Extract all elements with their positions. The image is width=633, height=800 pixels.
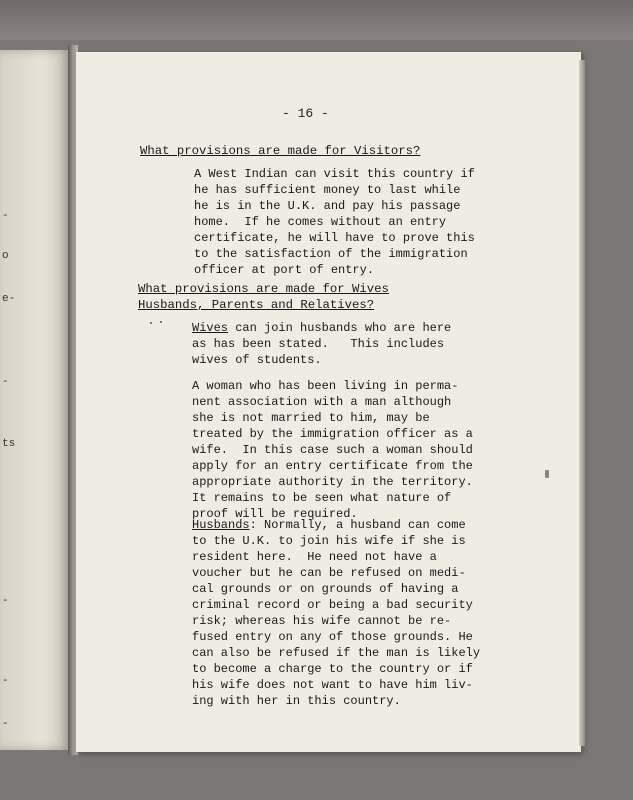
text-fragment: : Normally, a husband can come — [249, 518, 466, 532]
left-page-fragment: - — [2, 675, 9, 687]
section-heading-visitors: What provisions are made for Visitors? — [140, 144, 421, 158]
left-page — [0, 50, 70, 750]
left-page-fragment: - — [2, 595, 9, 607]
text-line: apply for an entry certificate from the — [192, 459, 473, 473]
text-line: his wife does not want to have him liv- — [192, 678, 473, 692]
text-line: appropriate authority in the territory. — [192, 475, 473, 489]
left-page-fragment: - — [2, 376, 9, 388]
text-line: ing with her in this country. — [192, 694, 401, 708]
text-line: voucher but he can be refused on medi- — [192, 566, 466, 580]
text-line: A West Indian can visit this country if — [194, 167, 475, 181]
page-edge — [579, 60, 585, 746]
text-line: he is in the U.K. and pay his passage — [194, 199, 461, 213]
left-page-fragment: o — [2, 250, 9, 262]
husbands-label: Husbands — [192, 518, 250, 532]
text-line: resident here. He need not have a — [192, 550, 437, 564]
text-line: proof will be required. — [192, 507, 358, 521]
text-line: cal grounds or on grounds of having a — [192, 582, 459, 596]
speck — [150, 322, 152, 324]
text-line: criminal record or being a bad security — [192, 598, 473, 612]
text-line: can also be refused if the man is likely — [192, 646, 481, 660]
text-line — [192, 321, 451, 337]
left-page-fragment: ts — [2, 438, 16, 450]
wives-label: Wives — [192, 321, 229, 335]
left-page-fragment: - — [2, 718, 9, 730]
text-line: he has sufficient money to last while — [194, 183, 461, 197]
text-fragment: can join husbands who are here — [228, 321, 452, 335]
text-line: as has been stated. This includes — [192, 337, 445, 351]
section-heading-wives-line2: Husbands, Parents and Relatives? — [138, 298, 375, 312]
left-page-fragment: e- — [2, 293, 16, 305]
text-line: to the U.K. to join his wife if she is — [192, 534, 466, 548]
text-line: wife. In this case such a woman should — [192, 443, 473, 457]
text-line — [192, 518, 466, 534]
left-page-fragment: - — [2, 210, 9, 222]
text-line: officer at port of entry. — [194, 263, 375, 277]
text-line: to the satisfaction of the immigration — [194, 247, 468, 261]
page-number: - 16 - — [282, 106, 329, 121]
speck — [160, 321, 162, 323]
text-line: It remains to be seen what nature of — [192, 491, 452, 505]
backdrop — [0, 0, 633, 40]
text-line: fused entry on any of those grounds. He — [192, 630, 473, 644]
text-line: A woman who has been living in perma- — [192, 379, 459, 393]
text-line: wives of students. — [192, 353, 322, 367]
text-line: certificate, he will have to prove this — [194, 231, 475, 245]
text-line: she is not married to him, may be — [192, 411, 430, 425]
text-line: treated by the immigration officer as a — [192, 427, 473, 441]
text-line: nent association with a man although — [192, 395, 452, 409]
speck — [545, 470, 549, 478]
text-line: home. If he comes without an entry — [194, 215, 447, 229]
section-heading-wives-line1: What provisions are made for Wives — [138, 282, 389, 296]
text-line: to become a charge to the country or if — [192, 662, 473, 676]
text-line: risk; whereas his wife cannot be re- — [192, 614, 452, 628]
